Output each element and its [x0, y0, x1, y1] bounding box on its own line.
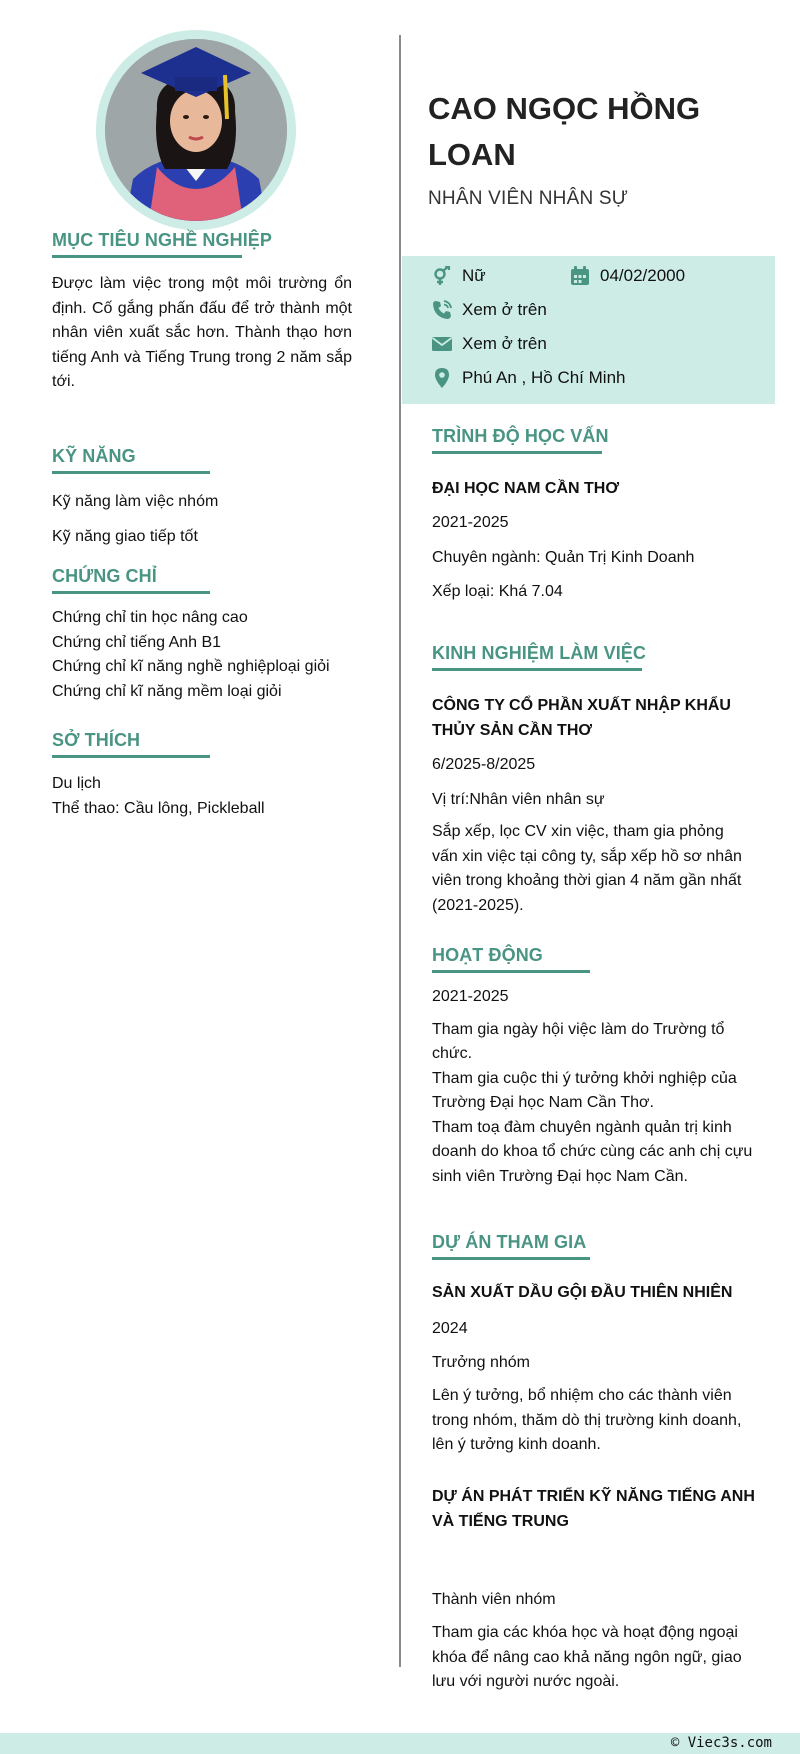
experience-company: CÔNG TY CỔ PHẦN XUẤT NHẬP KHẨU THỦY SẢN CẦN THƠ [432, 697, 731, 739]
experience-description: Sắp xếp, lọc CV xin việc, tham gia phỏng vấn xin việc tại công ty, sắp xếp hồ sơ nhân viên trong khoảng thời gian 4 năm gần nhất (2021-2025). [432, 823, 742, 914]
objective-section [52, 230, 352, 395]
email-text: Xem ở trên [462, 334, 547, 353]
education-period: 2021-2025 [432, 514, 509, 531]
activities-period: 2021-2025 [432, 988, 509, 1005]
project-year [432, 1546, 762, 1570]
watermark: © Viec3s.com [670, 1735, 772, 1751]
activities-underline [432, 970, 590, 973]
certificates-underline [52, 591, 210, 594]
education-grade: Xếp loại: Khá 7.04 [432, 583, 563, 600]
experience-section [432, 643, 762, 918]
activity-item: Tham toạ đàm chuyên ngành quản trị kinh doanh do khoa tổ chức cùng các anh chị cựu sinh viên Trường Đại học Nam Cần. [432, 1118, 753, 1185]
experience-title: KINH NGHIỆM LÀM VIỆC [432, 643, 647, 663]
hobbies-underline [52, 755, 210, 758]
education-section [432, 426, 762, 605]
certificates-title: CHỨNG CHỈ [52, 566, 157, 586]
projects-section [432, 1232, 762, 1695]
activities-section [432, 945, 762, 1189]
skill-item: Kỹ năng giao tiếp tốt [52, 527, 198, 545]
address-text: Phú An , Hồ Chí Minh [462, 368, 626, 387]
phone-row [432, 300, 547, 320]
project-name: SẢN XUẤT DẦU GỘI ĐẦU THIÊN NHIÊN [432, 1284, 733, 1301]
hobbies-section [52, 730, 352, 821]
education-underline [432, 451, 602, 454]
projects-underline [432, 1257, 590, 1260]
project-description: Lên ý tưởng, bổ nhiệm cho các thành viên trong nhóm, thăm dò thị trường kinh doanh, lên ý tưởng kinh doanh. [432, 1387, 742, 1453]
objective-underline [52, 255, 242, 258]
certificates-section [52, 566, 352, 704]
candidate-name: CAO NGỌC HỒNG LOAN [428, 91, 701, 172]
certificate-item: Chứng chỉ kĩ năng nghề nghiệploại giỏi [52, 658, 330, 675]
skill-item: Kỹ năng làm việc nhóm [52, 493, 219, 510]
calendar-icon [570, 266, 590, 286]
location-pin-icon [432, 368, 452, 388]
birthdate-row [570, 266, 685, 286]
email-icon [432, 334, 452, 354]
email-row [432, 334, 547, 354]
projects-title: DỰ ÁN THAM GIA [432, 1232, 587, 1252]
experience-period: 6/2025-8/2025 [432, 756, 536, 773]
project-name: DỰ ÁN PHÁT TRIỂN KỸ NĂNG TIẾNG ANH VÀ TIẾNG TRUNG [432, 1487, 755, 1530]
certificate-item: Chứng chỉ kĩ năng mềm loại giỏi [52, 682, 282, 700]
contact-panel [402, 256, 775, 404]
address-row [432, 368, 625, 388]
education-title: TRÌNH ĐỘ HỌC VẤN [432, 426, 609, 446]
certificate-item: Chứng chỉ tiếng Anh B1 [52, 633, 222, 651]
experience-underline [432, 668, 642, 671]
project-role: Trưởng nhóm [432, 1353, 530, 1371]
gender-icon [432, 266, 452, 286]
skills-section [52, 446, 352, 559]
birthdate-text: 04/02/2000 [600, 266, 686, 285]
gender-row [432, 266, 486, 286]
activity-item: Tham gia ngày hội việc làm do Trường tổ chức. [432, 1020, 725, 1062]
experience-position: Vị trí:Nhân viên nhân sự [432, 790, 605, 808]
activities-title: HOẠT ĐỘNG [432, 945, 543, 965]
hobby-item: Thể thao: Cầu lông, Pickleball [52, 799, 265, 817]
skills-underline [52, 471, 210, 474]
hobbies-title: SỞ THÍCH [52, 730, 141, 750]
objective-text: Được làm việc trong một môi trường ổn định. Cố gắng phấn đấu để trở thành một nhân viên xuất sắc hơn. Thành thạo hơn tiếng Anh và Tiếng Trung trong 2 năm sắp tới. [52, 275, 352, 390]
project-description: Tham gia các khóa học và hoạt động ngoại khóa để nâng cao khả năng ngôn ngữ, giao lưu với người nước ngoài. [432, 1624, 742, 1690]
avatar [105, 39, 287, 221]
hobby-item: Du lịch [52, 775, 101, 792]
objective-title: MỤC TIÊU NGHỀ NGHIỆP [52, 230, 273, 250]
candidate-role: NHÂN VIÊN NHÂN SỰ [428, 188, 629, 209]
project-year: 2024 [432, 1320, 468, 1337]
project-role: Thành viên nhóm [432, 1590, 556, 1608]
education-school: ĐẠI HỌC NAM CẦN THƠ [432, 480, 619, 497]
avatar-photo [105, 39, 287, 221]
certificate-item: Chứng chỉ tin học nâng cao [52, 609, 248, 626]
phone-text: Xem ở trên [462, 300, 547, 319]
footer-bar [0, 1733, 800, 1754]
column-divider [399, 35, 401, 1667]
skills-title: KỸ NĂNG [52, 446, 136, 466]
education-major: Chuyên ngành: Quản Trị Kinh Doanh [432, 548, 695, 566]
activity-item: Tham gia cuộc thi ý tưởng khởi nghiệp của Trường Đại học Nam Cần Thơ. [432, 1069, 737, 1111]
phone-icon [432, 300, 452, 320]
gender-text: Nữ [462, 266, 486, 285]
